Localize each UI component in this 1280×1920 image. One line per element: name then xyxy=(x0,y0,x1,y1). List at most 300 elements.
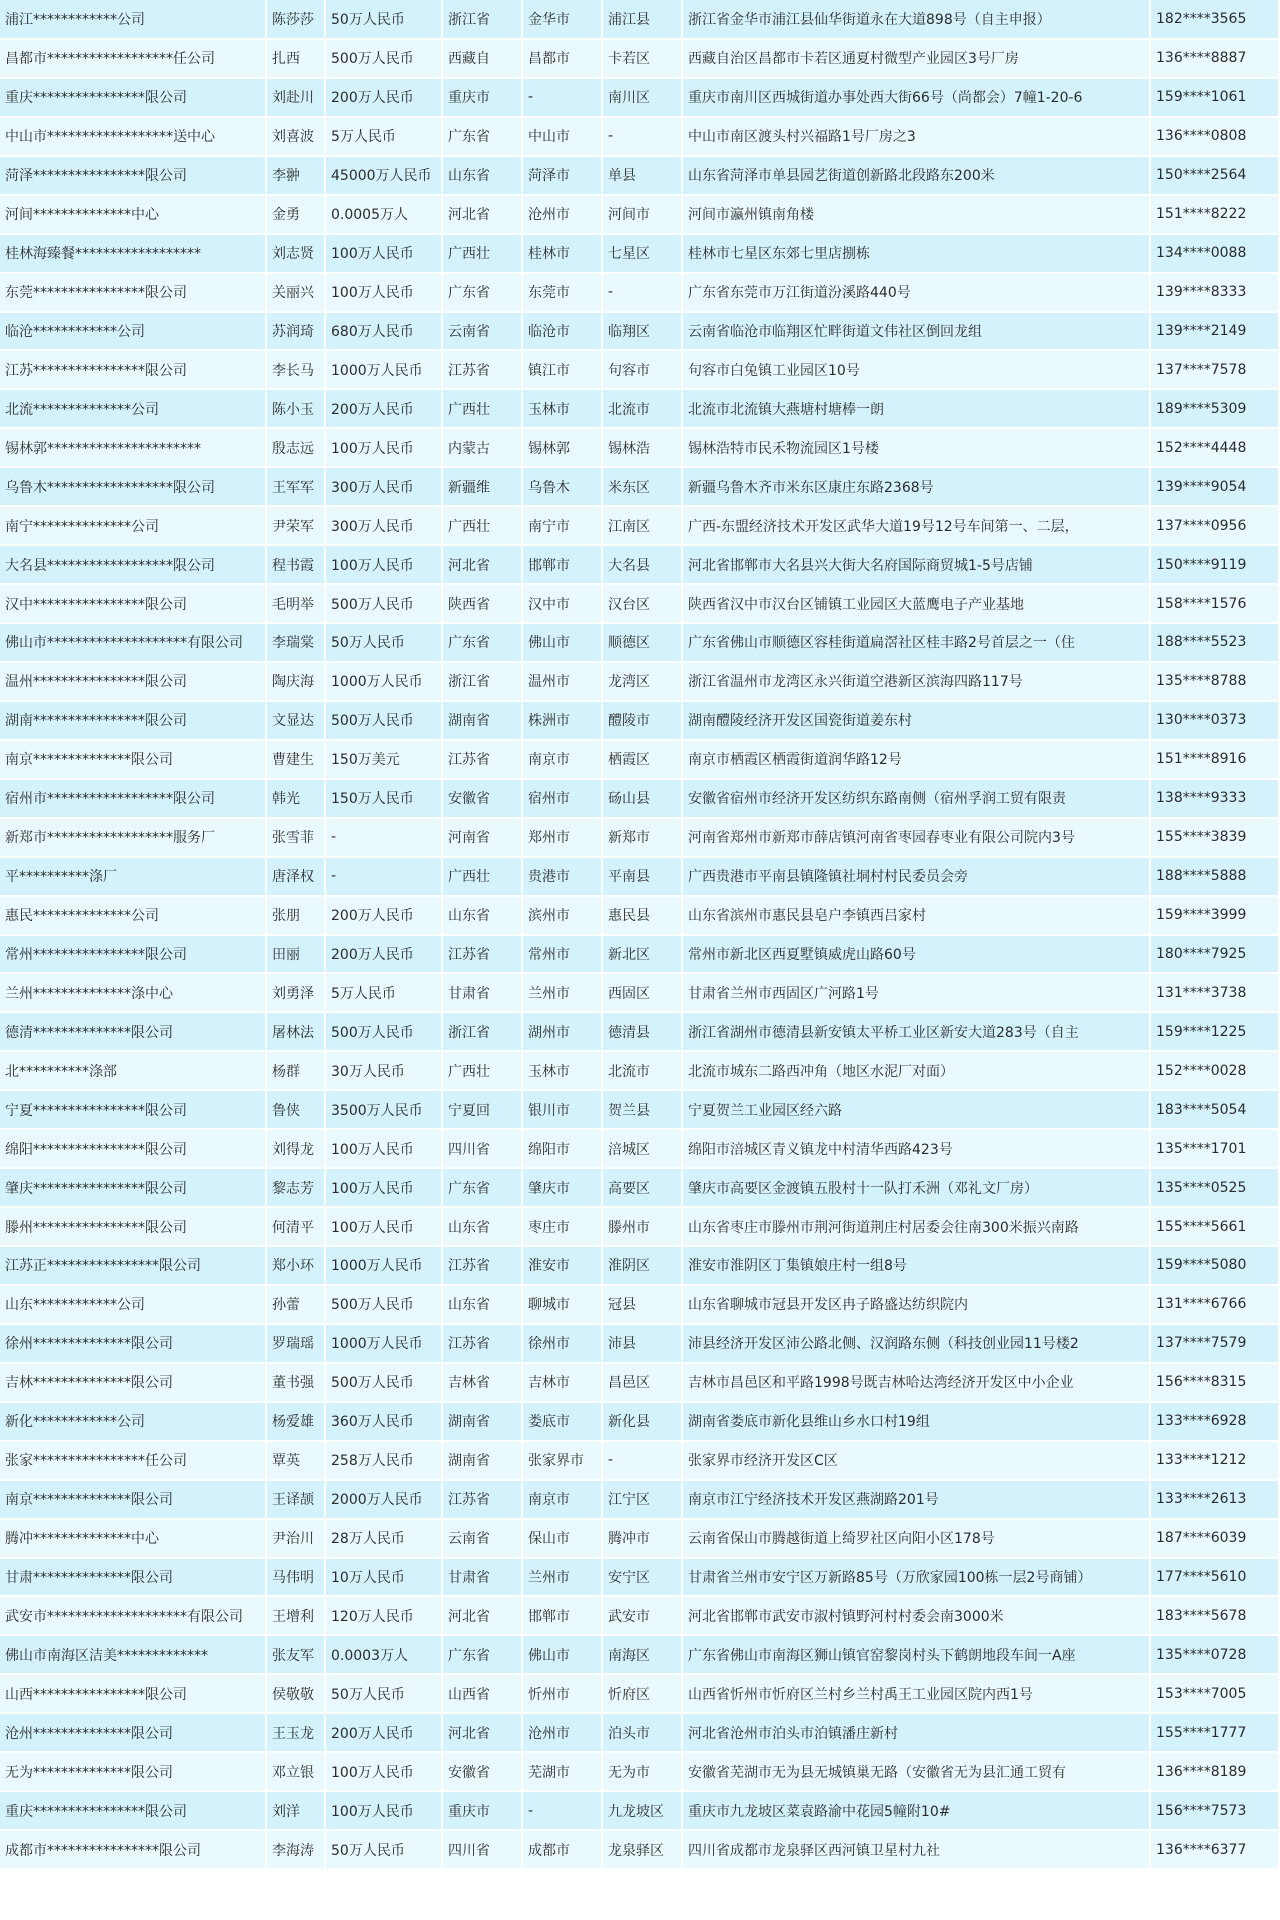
city-cell: 玉林市 xyxy=(522,389,602,428)
legal-person-cell: 张朋 xyxy=(266,896,325,935)
table-row xyxy=(0,1674,1278,1713)
registered-capital-cell: 100万人民币 xyxy=(325,234,442,273)
city-cell: 芜湖市 xyxy=(522,1752,602,1791)
table-row xyxy=(0,662,1278,701)
phone-cell: 159****1225 xyxy=(1150,1012,1278,1051)
table-row xyxy=(0,584,1278,623)
legal-person-cell: 韩光 xyxy=(266,779,325,818)
registered-capital-cell: 100万人民币 xyxy=(325,1129,442,1168)
legal-person-cell: 孙蕾 xyxy=(266,1285,325,1324)
province-cell: 西藏自 xyxy=(442,39,522,78)
address-cell: 新疆乌鲁木齐市米东区康庄东路2368号 xyxy=(682,467,1150,506)
company-name-cell: 菏泽****************限公司 xyxy=(0,156,266,195)
phone-cell: 135****8788 xyxy=(1150,662,1278,701)
legal-person-cell: 田丽 xyxy=(266,935,325,974)
legal-person-cell: 屠林法 xyxy=(266,1012,325,1051)
company-name-cell: 腾冲**************中心 xyxy=(0,1519,266,1558)
phone-cell: 152****4448 xyxy=(1150,428,1278,467)
address-cell: 宁夏贺兰工业园区经六路 xyxy=(682,1090,1150,1129)
city-cell: 东莞市 xyxy=(522,273,602,312)
table-row xyxy=(0,1402,1278,1441)
district-cell: 北流市 xyxy=(602,1051,682,1090)
district-cell: 临翔区 xyxy=(602,312,682,351)
address-cell: 绵阳市涪城区青义镇龙中村清华西路423号 xyxy=(682,1129,1150,1168)
district-cell: - xyxy=(602,273,682,312)
company-name-cell: 临沧************公司 xyxy=(0,312,266,351)
phone-cell: 152****0028 xyxy=(1150,1051,1278,1090)
table-row xyxy=(0,350,1278,389)
district-cell: 新化县 xyxy=(602,1402,682,1441)
registered-capital-cell: 10万人民币 xyxy=(325,1558,442,1597)
province-cell: 江苏省 xyxy=(442,1246,522,1285)
province-cell: 湖南省 xyxy=(442,701,522,740)
province-cell: 山东省 xyxy=(442,896,522,935)
legal-person-cell: 陶庆海 xyxy=(266,662,325,701)
district-cell: - xyxy=(602,1441,682,1480)
address-cell: 南京市江宁经济技术开发区燕湖路201号 xyxy=(682,1480,1150,1519)
phone-cell: 183****5054 xyxy=(1150,1090,1278,1129)
province-cell: 山西省 xyxy=(442,1674,522,1713)
city-cell: 淮安市 xyxy=(522,1246,602,1285)
registered-capital-cell: - xyxy=(325,818,442,857)
registered-capital-cell: 500万人民币 xyxy=(325,584,442,623)
table-row xyxy=(0,818,1278,857)
legal-person-cell: 尹荣军 xyxy=(266,506,325,545)
province-cell: 湖南省 xyxy=(442,1441,522,1480)
address-cell: 广西贵港市平南县镇隆镇社垌村村民委员会旁 xyxy=(682,857,1150,896)
district-cell: 新郑市 xyxy=(602,818,682,857)
phone-cell: 135****1701 xyxy=(1150,1129,1278,1168)
table-row xyxy=(0,1830,1278,1869)
table-row xyxy=(0,1635,1278,1674)
phone-cell: 136****8887 xyxy=(1150,39,1278,78)
table-row xyxy=(0,1090,1278,1129)
company-name-cell: 甘肃**************限公司 xyxy=(0,1558,266,1597)
city-cell: 保山市 xyxy=(522,1519,602,1558)
table-row xyxy=(0,973,1278,1012)
company-name-cell: 温州****************限公司 xyxy=(0,662,266,701)
registered-capital-cell: 3500万人民币 xyxy=(325,1090,442,1129)
company-name-cell: 桂林海臻餐****************** xyxy=(0,234,266,273)
registered-capital-cell: 1000万人民币 xyxy=(325,1324,442,1363)
address-cell: 河北省沧州市泊头市泊镇潘庄新村 xyxy=(682,1713,1150,1752)
table-row xyxy=(0,1129,1278,1168)
city-cell: 绵阳市 xyxy=(522,1129,602,1168)
city-cell: 枣庄市 xyxy=(522,1207,602,1246)
registered-capital-cell: 150万美元 xyxy=(325,740,442,779)
legal-person-cell: 李翀 xyxy=(266,156,325,195)
province-cell: 云南省 xyxy=(442,312,522,351)
registered-capital-cell: 30万人民币 xyxy=(325,1051,442,1090)
registered-capital-cell: 300万人民币 xyxy=(325,506,442,545)
legal-person-cell: 王译颉 xyxy=(266,1480,325,1519)
city-cell: 张家界市 xyxy=(522,1441,602,1480)
address-cell: 广东省佛山市顺德区容桂街道扁滘社区桂丰路2号首层之一（住 xyxy=(682,623,1150,662)
table-row xyxy=(0,78,1278,117)
province-cell: 河南省 xyxy=(442,818,522,857)
legal-person-cell: 何清平 xyxy=(266,1207,325,1246)
phone-cell: 182****3565 xyxy=(1150,0,1278,39)
province-cell: 广东省 xyxy=(442,273,522,312)
table-row xyxy=(0,623,1278,662)
legal-person-cell: 刘志贤 xyxy=(266,234,325,273)
legal-person-cell: 黎志芳 xyxy=(266,1168,325,1207)
province-cell: 内蒙古 xyxy=(442,428,522,467)
address-cell: 广东省佛山市南海区狮山镇官窑黎岗村头下鹤朗地段车间一A座 xyxy=(682,1635,1150,1674)
province-cell: 河北省 xyxy=(442,545,522,584)
province-cell: 江苏省 xyxy=(442,740,522,779)
city-cell: 邯郸市 xyxy=(522,545,602,584)
phone-cell: 158****1576 xyxy=(1150,584,1278,623)
address-cell: 淮安市淮阴区丁集镇娘庄村一组8号 xyxy=(682,1246,1150,1285)
registered-capital-cell: 5万人民币 xyxy=(325,973,442,1012)
phone-cell: 131****3738 xyxy=(1150,973,1278,1012)
table-row xyxy=(0,195,1278,234)
table-row xyxy=(0,1752,1278,1791)
address-cell: 山东省枣庄市滕州市荆河街道荆庄村居委会往南300米振兴南路 xyxy=(682,1207,1150,1246)
address-cell: 吉林市昌邑区和平路1998号既吉林哈达湾经济开发区中小企业 xyxy=(682,1363,1150,1402)
province-cell: 江苏省 xyxy=(442,1480,522,1519)
district-cell: 泊头市 xyxy=(602,1713,682,1752)
district-cell: 腾冲市 xyxy=(602,1519,682,1558)
province-cell: 广东省 xyxy=(442,623,522,662)
address-cell: 北流市北流镇大燕塘村塘棒一朗 xyxy=(682,389,1150,428)
company-name-cell: 江苏****************限公司 xyxy=(0,350,266,389)
phone-cell: 133****1212 xyxy=(1150,1441,1278,1480)
phone-cell: 133****6928 xyxy=(1150,1402,1278,1441)
address-cell: 桂林市七星区东郊七里店捌栋 xyxy=(682,234,1150,273)
registered-capital-cell: 100万人民币 xyxy=(325,428,442,467)
table-row xyxy=(0,545,1278,584)
district-cell: 淮阴区 xyxy=(602,1246,682,1285)
address-cell: 广东省东莞市万江街道汾溪路440号 xyxy=(682,273,1150,312)
table-row xyxy=(0,234,1278,273)
city-cell: 宿州市 xyxy=(522,779,602,818)
address-cell: 浙江省温州市龙湾区永兴街道空港新区滨海四路117号 xyxy=(682,662,1150,701)
company-name-cell: 常州****************限公司 xyxy=(0,935,266,974)
registered-capital-cell: 100万人民币 xyxy=(325,1791,442,1830)
table-row xyxy=(0,1519,1278,1558)
table-row xyxy=(0,1596,1278,1635)
district-cell: 句容市 xyxy=(602,350,682,389)
city-cell: 郑州市 xyxy=(522,818,602,857)
company-name-cell: 佛山市南海区洁美************* xyxy=(0,1635,266,1674)
registered-capital-cell: 500万人民币 xyxy=(325,39,442,78)
province-cell: 重庆市 xyxy=(442,78,522,117)
phone-cell: 137****0956 xyxy=(1150,506,1278,545)
city-cell: 佛山市 xyxy=(522,623,602,662)
legal-person-cell: 扎西 xyxy=(266,39,325,78)
province-cell: 新疆维 xyxy=(442,467,522,506)
phone-cell: 139****2149 xyxy=(1150,312,1278,351)
province-cell: 河北省 xyxy=(442,1596,522,1635)
city-cell: 乌鲁木 xyxy=(522,467,602,506)
company-name-cell: 南京**************限公司 xyxy=(0,740,266,779)
company-name-cell: 昌都市******************任公司 xyxy=(0,39,266,78)
company-name-cell: 重庆****************限公司 xyxy=(0,78,266,117)
company-name-cell: 徐州**************限公司 xyxy=(0,1324,266,1363)
address-cell: 甘肃省兰州市安宁区万新路85号（万欣家园100栋一层2号商铺） xyxy=(682,1558,1150,1597)
phone-cell: 150****2564 xyxy=(1150,156,1278,195)
table-row xyxy=(0,1051,1278,1090)
city-cell: 邯郸市 xyxy=(522,1596,602,1635)
phone-cell: 188****5523 xyxy=(1150,623,1278,662)
address-cell: 河北省邯郸市武安市淑村镇野河村村委会南3000米 xyxy=(682,1596,1150,1635)
company-name-cell: 锡林郭********************** xyxy=(0,428,266,467)
legal-person-cell: 鲁侠 xyxy=(266,1090,325,1129)
legal-person-cell: 刘洋 xyxy=(266,1791,325,1830)
phone-cell: 156****7573 xyxy=(1150,1791,1278,1830)
legal-person-cell: 程书霞 xyxy=(266,545,325,584)
company-name-cell: 大名县******************限公司 xyxy=(0,545,266,584)
phone-cell: 155****1777 xyxy=(1150,1713,1278,1752)
legal-person-cell: 王玉龙 xyxy=(266,1713,325,1752)
address-cell: 常州市新北区西夏墅镇威虎山路60号 xyxy=(682,935,1150,974)
registered-capital-cell: 360万人民币 xyxy=(325,1402,442,1441)
registered-capital-cell: 500万人民币 xyxy=(325,1285,442,1324)
table-row xyxy=(0,779,1278,818)
address-cell: 河间市瀛州镇南角楼 xyxy=(682,195,1150,234)
district-cell: 安宁区 xyxy=(602,1558,682,1597)
phone-cell: 150****9119 xyxy=(1150,545,1278,584)
address-cell: 安徽省宿州市经济开发区纺织东路南侧（宿州孚润工贸有限责 xyxy=(682,779,1150,818)
province-cell: 山东省 xyxy=(442,1285,522,1324)
district-cell: 九龙坡区 xyxy=(602,1791,682,1830)
company-name-cell: 浦江************公司 xyxy=(0,0,266,39)
legal-person-cell: 陈小玉 xyxy=(266,389,325,428)
phone-cell: 131****6766 xyxy=(1150,1285,1278,1324)
table-row xyxy=(0,935,1278,974)
table-row xyxy=(0,117,1278,156)
province-cell: 江苏省 xyxy=(442,935,522,974)
table-row xyxy=(0,1791,1278,1830)
province-cell: 河北省 xyxy=(442,195,522,234)
district-cell: 南海区 xyxy=(602,1635,682,1674)
phone-cell: 151****8916 xyxy=(1150,740,1278,779)
table-row xyxy=(0,156,1278,195)
company-name-cell: 成都市****************限公司 xyxy=(0,1830,266,1869)
city-cell: 汉中市 xyxy=(522,584,602,623)
province-cell: 甘肃省 xyxy=(442,973,522,1012)
province-cell: 河北省 xyxy=(442,1713,522,1752)
legal-person-cell: 李长马 xyxy=(266,350,325,389)
city-cell: 徐州市 xyxy=(522,1324,602,1363)
address-cell: 重庆市南川区西城街道办事处西大街66号（尚都会）7幢1-20-6 xyxy=(682,78,1150,117)
company-name-cell: 江苏正****************限公司 xyxy=(0,1246,266,1285)
legal-person-cell: 刘喜波 xyxy=(266,117,325,156)
company-name-cell: 重庆****************限公司 xyxy=(0,1791,266,1830)
city-cell: 娄底市 xyxy=(522,1402,602,1441)
legal-person-cell: 陈莎莎 xyxy=(266,0,325,39)
legal-person-cell: 刘赴川 xyxy=(266,78,325,117)
company-name-cell: 沧州**************限公司 xyxy=(0,1713,266,1752)
legal-person-cell: 尹治川 xyxy=(266,1519,325,1558)
company-name-cell: 宁夏****************限公司 xyxy=(0,1090,266,1129)
legal-person-cell: 刘勇泽 xyxy=(266,973,325,1012)
province-cell: 浙江省 xyxy=(442,1012,522,1051)
registered-capital-cell: 200万人民币 xyxy=(325,896,442,935)
company-name-cell: 无为**************限公司 xyxy=(0,1752,266,1791)
province-cell: 广东省 xyxy=(442,117,522,156)
table-row xyxy=(0,1713,1278,1752)
district-cell: 浦江县 xyxy=(602,0,682,39)
registered-capital-cell: 50万人民币 xyxy=(325,1830,442,1869)
city-cell: 滨州市 xyxy=(522,896,602,935)
district-cell: 单县 xyxy=(602,156,682,195)
district-cell: 江宁区 xyxy=(602,1480,682,1519)
phone-cell: 136****0808 xyxy=(1150,117,1278,156)
city-cell: 温州市 xyxy=(522,662,602,701)
address-cell: 中山市南区渡头村兴福路1号厂房之3 xyxy=(682,117,1150,156)
address-cell: 甘肃省兰州市西固区广河路1号 xyxy=(682,973,1150,1012)
legal-person-cell: 马伟明 xyxy=(266,1558,325,1597)
city-cell: - xyxy=(522,78,602,117)
registered-capital-cell: 50万人民币 xyxy=(325,1674,442,1713)
table-row xyxy=(0,896,1278,935)
city-cell: 兰州市 xyxy=(522,1558,602,1597)
registered-capital-cell: 0.0003万人 xyxy=(325,1635,442,1674)
registered-capital-cell: 1000万人民币 xyxy=(325,350,442,389)
district-cell: 平南县 xyxy=(602,857,682,896)
registered-capital-cell: 2000万人民币 xyxy=(325,1480,442,1519)
phone-cell: 155****5661 xyxy=(1150,1207,1278,1246)
city-cell: 镇江市 xyxy=(522,350,602,389)
table-row xyxy=(0,1246,1278,1285)
phone-cell: 130****0373 xyxy=(1150,701,1278,740)
legal-person-cell: 关丽兴 xyxy=(266,273,325,312)
table-row xyxy=(0,1285,1278,1324)
address-cell: 河北省邯郸市大名县兴大街大名府国际商贸城1-5号店铺 xyxy=(682,545,1150,584)
company-name-cell: 滕州****************限公司 xyxy=(0,1207,266,1246)
province-cell: 安徽省 xyxy=(442,779,522,818)
phone-cell: 135****0525 xyxy=(1150,1168,1278,1207)
district-cell: 汉台区 xyxy=(602,584,682,623)
registered-capital-cell: 100万人民币 xyxy=(325,1752,442,1791)
province-cell: 安徽省 xyxy=(442,1752,522,1791)
district-cell: 德清县 xyxy=(602,1012,682,1051)
registered-capital-cell: 50万人民币 xyxy=(325,623,442,662)
table-row xyxy=(0,740,1278,779)
city-cell: 锡林郭 xyxy=(522,428,602,467)
company-name-cell: 山西****************限公司 xyxy=(0,1674,266,1713)
phone-cell: 139****9054 xyxy=(1150,467,1278,506)
district-cell: 顺德区 xyxy=(602,623,682,662)
city-cell: 昌都市 xyxy=(522,39,602,78)
registered-capital-cell: 680万人民币 xyxy=(325,312,442,351)
table-row xyxy=(0,273,1278,312)
phone-cell: 137****7578 xyxy=(1150,350,1278,389)
district-cell: 米东区 xyxy=(602,467,682,506)
district-cell: 昌邑区 xyxy=(602,1363,682,1402)
province-cell: 江苏省 xyxy=(442,350,522,389)
phone-cell: 136****8189 xyxy=(1150,1752,1278,1791)
company-name-cell: 山东************公司 xyxy=(0,1285,266,1324)
address-cell: 南京市栖霞区栖霞街道润华路12号 xyxy=(682,740,1150,779)
registered-capital-cell: 200万人民币 xyxy=(325,78,442,117)
registered-capital-cell: 28万人民币 xyxy=(325,1519,442,1558)
company-name-cell: 北流**************公司 xyxy=(0,389,266,428)
district-cell: 栖霞区 xyxy=(602,740,682,779)
legal-person-cell: 唐泽权 xyxy=(266,857,325,896)
legal-person-cell: 郑小环 xyxy=(266,1246,325,1285)
district-cell: 武安市 xyxy=(602,1596,682,1635)
table-row xyxy=(0,1558,1278,1597)
province-cell: 宁夏回 xyxy=(442,1090,522,1129)
district-cell: 河间市 xyxy=(602,195,682,234)
company-name-cell: 东莞****************限公司 xyxy=(0,273,266,312)
registered-capital-cell: 300万人民币 xyxy=(325,467,442,506)
legal-person-cell: 侯敬敬 xyxy=(266,1674,325,1713)
address-cell: 安徽省芜湖市无为县无城镇巢无路（安徽省无为县汇通工贸有 xyxy=(682,1752,1150,1791)
district-cell: 砀山县 xyxy=(602,779,682,818)
phone-cell: 159****3999 xyxy=(1150,896,1278,935)
table-row xyxy=(0,1324,1278,1363)
address-cell: 陕西省汉中市汉台区铺镇工业园区大蓝鹰电子产业基地 xyxy=(682,584,1150,623)
phone-cell: 180****7925 xyxy=(1150,935,1278,974)
province-cell: 甘肃省 xyxy=(442,1558,522,1597)
table-row xyxy=(0,857,1278,896)
legal-person-cell: 王军军 xyxy=(266,467,325,506)
company-name-cell: 惠民**************公司 xyxy=(0,896,266,935)
city-cell: 南京市 xyxy=(522,740,602,779)
province-cell: 广西壮 xyxy=(442,234,522,273)
address-cell: 浙江省金华市浦江县仙华街道永在大道898号（自主申报） xyxy=(682,0,1150,39)
city-cell: 肇庆市 xyxy=(522,1168,602,1207)
district-cell: 大名县 xyxy=(602,545,682,584)
address-cell: 广西-东盟经济技术开发区武华大道19号12号车间第一、二层， xyxy=(682,506,1150,545)
legal-person-cell: 杨爱雄 xyxy=(266,1402,325,1441)
company-name-cell: 兰州**************涤中心 xyxy=(0,973,266,1012)
registered-capital-cell: 5万人民币 xyxy=(325,117,442,156)
city-cell: 沧州市 xyxy=(522,1713,602,1752)
company-name-cell: 吉林**************限公司 xyxy=(0,1363,266,1402)
company-name-cell: 南宁**************公司 xyxy=(0,506,266,545)
table-row xyxy=(0,428,1278,467)
district-cell: 南川区 xyxy=(602,78,682,117)
registered-capital-cell: 500万人民币 xyxy=(325,1012,442,1051)
phone-cell: 133****2613 xyxy=(1150,1480,1278,1519)
table-row xyxy=(0,1441,1278,1480)
registered-capital-cell: 1000万人民币 xyxy=(325,1246,442,1285)
legal-person-cell: 李海涛 xyxy=(266,1830,325,1869)
phone-cell: 137****7579 xyxy=(1150,1324,1278,1363)
company-name-cell: 湖南****************限公司 xyxy=(0,701,266,740)
province-cell: 广西壮 xyxy=(442,389,522,428)
province-cell: 广西壮 xyxy=(442,857,522,896)
district-cell: 涪城区 xyxy=(602,1129,682,1168)
registered-capital-cell: 200万人民币 xyxy=(325,389,442,428)
province-cell: 湖南省 xyxy=(442,1402,522,1441)
city-cell: 忻州市 xyxy=(522,1674,602,1713)
legal-person-cell: 文显达 xyxy=(266,701,325,740)
legal-person-cell: 王增利 xyxy=(266,1596,325,1635)
address-cell: 沛县经济开发区沛公路北侧、汉润路东侧（科技创业园11号楼2 xyxy=(682,1324,1150,1363)
province-cell: 吉林省 xyxy=(442,1363,522,1402)
city-cell: 南宁市 xyxy=(522,506,602,545)
table-row xyxy=(0,39,1278,78)
address-cell: 湖南省娄底市新化县维山乡水口村19组 xyxy=(682,1402,1150,1441)
registered-capital-cell: 45000万人民币 xyxy=(325,156,442,195)
company-name-cell: 新化************公司 xyxy=(0,1402,266,1441)
city-cell: 常州市 xyxy=(522,935,602,974)
table-row xyxy=(0,312,1278,351)
district-cell: 滕州市 xyxy=(602,1207,682,1246)
phone-cell: 155****3839 xyxy=(1150,818,1278,857)
table-row xyxy=(0,1480,1278,1519)
province-cell: 重庆市 xyxy=(442,1791,522,1830)
phone-cell: 151****8222 xyxy=(1150,195,1278,234)
phone-cell: 187****6039 xyxy=(1150,1519,1278,1558)
